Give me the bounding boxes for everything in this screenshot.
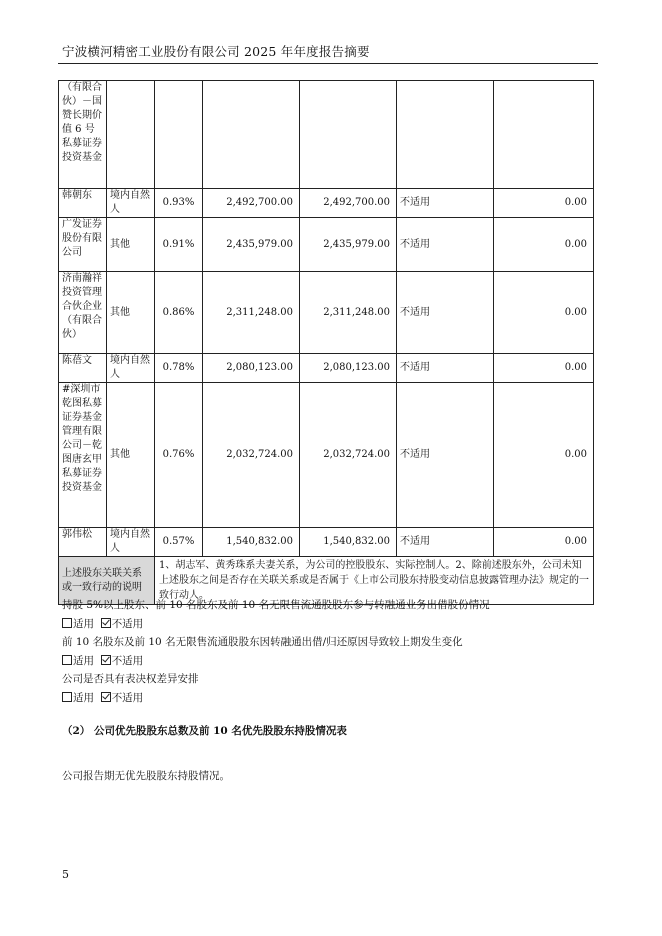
- holding-percent: 0.76%: [155, 383, 203, 528]
- shareholder-name: #深圳市乾图私募证券基金管理有限公司－乾图唐玄甲私募证券投资基金: [59, 383, 107, 528]
- shares-held: 1,540,832.00: [203, 528, 300, 557]
- restricted-shares: 2,311,248.00: [300, 272, 397, 354]
- relationship-note-text: 1、胡志军、黄秀珠系夫妻关系，为公司的控股股东、实际控制人。2、除前述股东外，公司未知上述股东之间是否存在关联关系或是否属于《上市公司股东持股变动信息披露管理办法》规定的一致行动人。: [155, 557, 594, 605]
- shareholder-type: 境内自然人: [107, 189, 155, 218]
- table-row: [59, 528, 594, 557]
- restricted-shares: 2,032,724.00: [300, 383, 397, 528]
- shareholder-type: 境内自然人: [107, 354, 155, 383]
- restricted-shares: 2,080,123.00: [300, 354, 397, 383]
- pledge-status: 不适用: [397, 354, 494, 383]
- table-row: [59, 81, 594, 189]
- shareholder-name: （有限合伙）－国赞长期价值 6 号私募证券投资基金: [59, 81, 107, 189]
- table-row: [59, 218, 594, 272]
- shareholder-type: 其他: [107, 218, 155, 272]
- pledge-status: 不适用: [397, 218, 494, 272]
- pledge-quantity: 0.00: [494, 218, 594, 272]
- restricted-shares: 2,435,979.00: [300, 218, 397, 272]
- pledge-quantity: 0.00: [494, 528, 594, 557]
- relationship-note-label: 上述股东关联关系或一致行动的说明: [59, 557, 155, 605]
- holding-percent: 0.78%: [155, 354, 203, 383]
- shareholder-type: 其他: [107, 272, 155, 354]
- pledge-status: 不适用: [397, 189, 494, 218]
- table-row: [59, 383, 594, 528]
- pledge-status: 不适用: [397, 272, 494, 354]
- shareholder-type: 境内自然人: [107, 528, 155, 557]
- pledge-quantity: 0.00: [494, 383, 594, 528]
- option-line: 适用 不适用: [62, 653, 143, 668]
- restricted-shares: 1,540,832.00: [300, 528, 397, 557]
- header-divider: [58, 63, 598, 64]
- shareholder-name: 陈蓓文: [59, 354, 107, 383]
- holding-percent: 0.86%: [155, 272, 203, 354]
- checkbox-checked-icon: [101, 618, 111, 628]
- checkbox-unchecked-icon: [62, 692, 72, 702]
- shareholder-name: 济南瀚祥投资管理合伙企业（有限合伙）: [59, 272, 107, 354]
- pledge-status: 不适用: [397, 528, 494, 557]
- shareholder-name: 郭伟松: [59, 528, 107, 557]
- table-row: [59, 189, 594, 218]
- preferred-shareholders-note: 公司报告期无优先股股东持股情况。: [62, 770, 230, 782]
- holding-percent: 0.91%: [155, 218, 203, 272]
- restricted-shares: 2,492,700.00: [300, 189, 397, 218]
- shareholder-name: 韩朝东: [59, 189, 107, 218]
- table-row: [59, 272, 594, 354]
- page-number: 5: [62, 868, 69, 881]
- section-heading: （2） 公司优先股股东总数及前 10 名优先股股东持股情况表: [62, 725, 347, 737]
- option-line: 适用 不适用: [62, 690, 143, 705]
- checkbox-unchecked-icon: [62, 618, 72, 628]
- pledge-quantity: 0.00: [494, 189, 594, 218]
- option-line: 适用 不适用: [62, 616, 143, 631]
- holding-percent: 0.93%: [155, 189, 203, 218]
- shares-held: 2,435,979.00: [203, 218, 300, 272]
- shares-held: 2,080,123.00: [203, 354, 300, 383]
- checkbox-checked-icon: [101, 655, 111, 665]
- lending-change-question: 前 10 名股东及前 10 名无限售流通股股东因转融通出借/归还原因导致较上期发生变化: [62, 636, 463, 648]
- voting-rights-question: 公司是否具有表决权差异安排: [62, 673, 199, 685]
- shareholder-type: 其他: [107, 383, 155, 528]
- table-row: [59, 354, 594, 383]
- shares-held: 2,492,700.00: [203, 189, 300, 218]
- report-header: 宁波横河精密工业股份有限公司 2025 年年度报告摘要: [62, 44, 370, 59]
- shares-held: 2,311,248.00: [203, 272, 300, 354]
- pledge-status: 不适用: [397, 383, 494, 528]
- pledge-quantity: 0.00: [494, 354, 594, 383]
- shareholders-table: [58, 80, 594, 605]
- securities-lending-question: 持股 5%以上股东、前 10 名股东及前 10 名无限售流通股股东参与转融通业务出借股份情况: [62, 599, 490, 611]
- shares-held: 2,032,724.00: [203, 383, 300, 528]
- holding-percent: 0.57%: [155, 528, 203, 557]
- checkbox-checked-icon: [101, 692, 111, 702]
- pledge-quantity: 0.00: [494, 272, 594, 354]
- shareholder-name: 广发证券股份有限公司: [59, 218, 107, 272]
- checkbox-unchecked-icon: [62, 655, 72, 665]
